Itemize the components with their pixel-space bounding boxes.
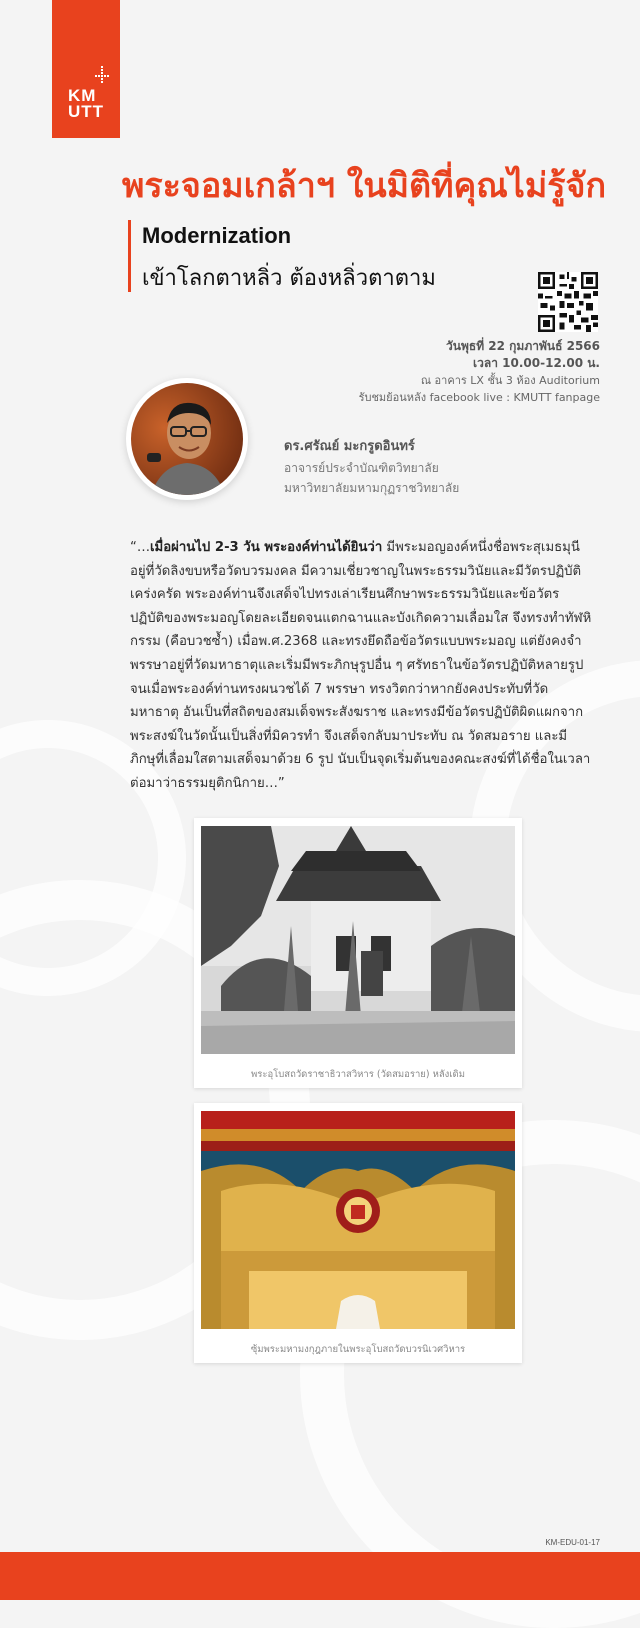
speaker-affiliation: มหาวิทยาลัยมหามกุฏราชวิทยาลัย bbox=[284, 481, 460, 495]
speaker-info bbox=[284, 436, 459, 498]
logo-text: KM UTT bbox=[67, 86, 105, 121]
photo-card bbox=[194, 818, 522, 1088]
photo-card bbox=[194, 1103, 522, 1363]
event-info bbox=[280, 338, 600, 406]
temple-photo bbox=[201, 826, 515, 1054]
event-place: ณ อาคาร LX ชั้น 3 ห้อง Auditorium bbox=[420, 374, 600, 387]
footer-bar bbox=[0, 1552, 640, 1600]
subtitle-thai: เข้าโลกตาหลิ่ว ต้องหลิ่วตาตาม bbox=[142, 266, 436, 291]
qr-code[interactable] bbox=[538, 272, 598, 332]
quote-close-mark: …” bbox=[264, 775, 285, 791]
photo-caption: ซุ้มพระมหามงกุฎภายในพระอุโบสถวัดบวรนิเวศวิหาร bbox=[250, 1344, 466, 1355]
speaker-name: ดร.ศรัณย์ มะกรูดอินทร์ bbox=[284, 439, 415, 454]
quote-text bbox=[130, 536, 592, 796]
subtitle-english: Modernization bbox=[142, 223, 292, 248]
photo-caption: พระอุโบสถวัดราชาธิวาสวิหาร (วัดสมอราย) หลังเดิม bbox=[250, 1069, 465, 1080]
plus-icon bbox=[94, 66, 112, 84]
altar-photo bbox=[201, 1111, 515, 1329]
page-title: พระจอมเกล้าฯ ในมิติที่คุณไม่รู้จัก bbox=[122, 166, 607, 206]
quote-lead: เมื่อผ่านไป 2-3 วัน พระองค์ท่านได้ยินว่า bbox=[150, 540, 383, 555]
event-live: รับชมย้อนหลัง facebook live : KMUTT fanpage bbox=[358, 391, 600, 404]
speaker-photo bbox=[131, 383, 243, 495]
speaker-avatar bbox=[126, 378, 248, 500]
quote-body: มีพระมอญองค์หนึ่งชื่อพระสุเมธมุนีอยู่ที่วัดลิงขบหรือวัดบวรมงคล มีความเชี่ยวชาญในพระธรรมวินัยและมีวัตรปฏิบัติเคร่งครัด พระองค์ท่านจึงเสด็จไปทรงเล่าเรียนศึกษาพระธรรมวินัยและข้อวัตรปฏิบัติของพระมอญโดยละเอียดจนแตกฉานและบังเกิดความเลื่อมใส จึงทรงทำทัฬหิกรรม (คือบวชซ้ำ) เมื่อพ.ศ.2368 และทรงยึดถือข้อวัตรแบบพระมอญ แต่ยังคงจำพรรษาอยู่ที่วัดมหาธาตุและเริ่มมีพระภิกษุรูปอื่น ๆ ศรัทธาในข้อวัตรปฏิบัติหลายรูป จนเมื่อพระองค์ท่านทรงผนวชได้ 7 พรรษา ทรงวิตกว่าหากยังคงประทับที่วัดมหาธาตุ อันเป็นที่สถิตของสมเด็จพระสังฆราช และทรงมีข้อวัตรปฏิบัติผิดแผกจากพระสงฆ์ในวัดนั้นเป็นสิ่งที่มิควรทำ จึงเสด็จกลับมาประทับ ณ วัดสมอราย และมีภิกษุที่เลื่อมใสตามเสด็จมาด้วย 6 รูป นับเป็นจุดเริ่มต้นของคณะสงฆ์ที่ได้ชื่อในเวลาต่อมาว่าธรรมยุติกนิกาย bbox=[130, 540, 592, 791]
subtitle-accent-bar bbox=[128, 220, 131, 292]
quote-open-mark: “… bbox=[130, 540, 151, 555]
event-date: วันพุธที่ 22 กุมภาพันธ์ 2566 bbox=[446, 339, 600, 353]
document-code: KM-EDU-01-17 bbox=[545, 1538, 600, 1547]
kmutt-logo bbox=[52, 0, 120, 138]
event-time: เวลา 10.00-12.00 น. bbox=[473, 356, 600, 370]
speaker-position: อาจารย์ประจำบัณฑิตวิทยาลัย bbox=[284, 461, 439, 475]
